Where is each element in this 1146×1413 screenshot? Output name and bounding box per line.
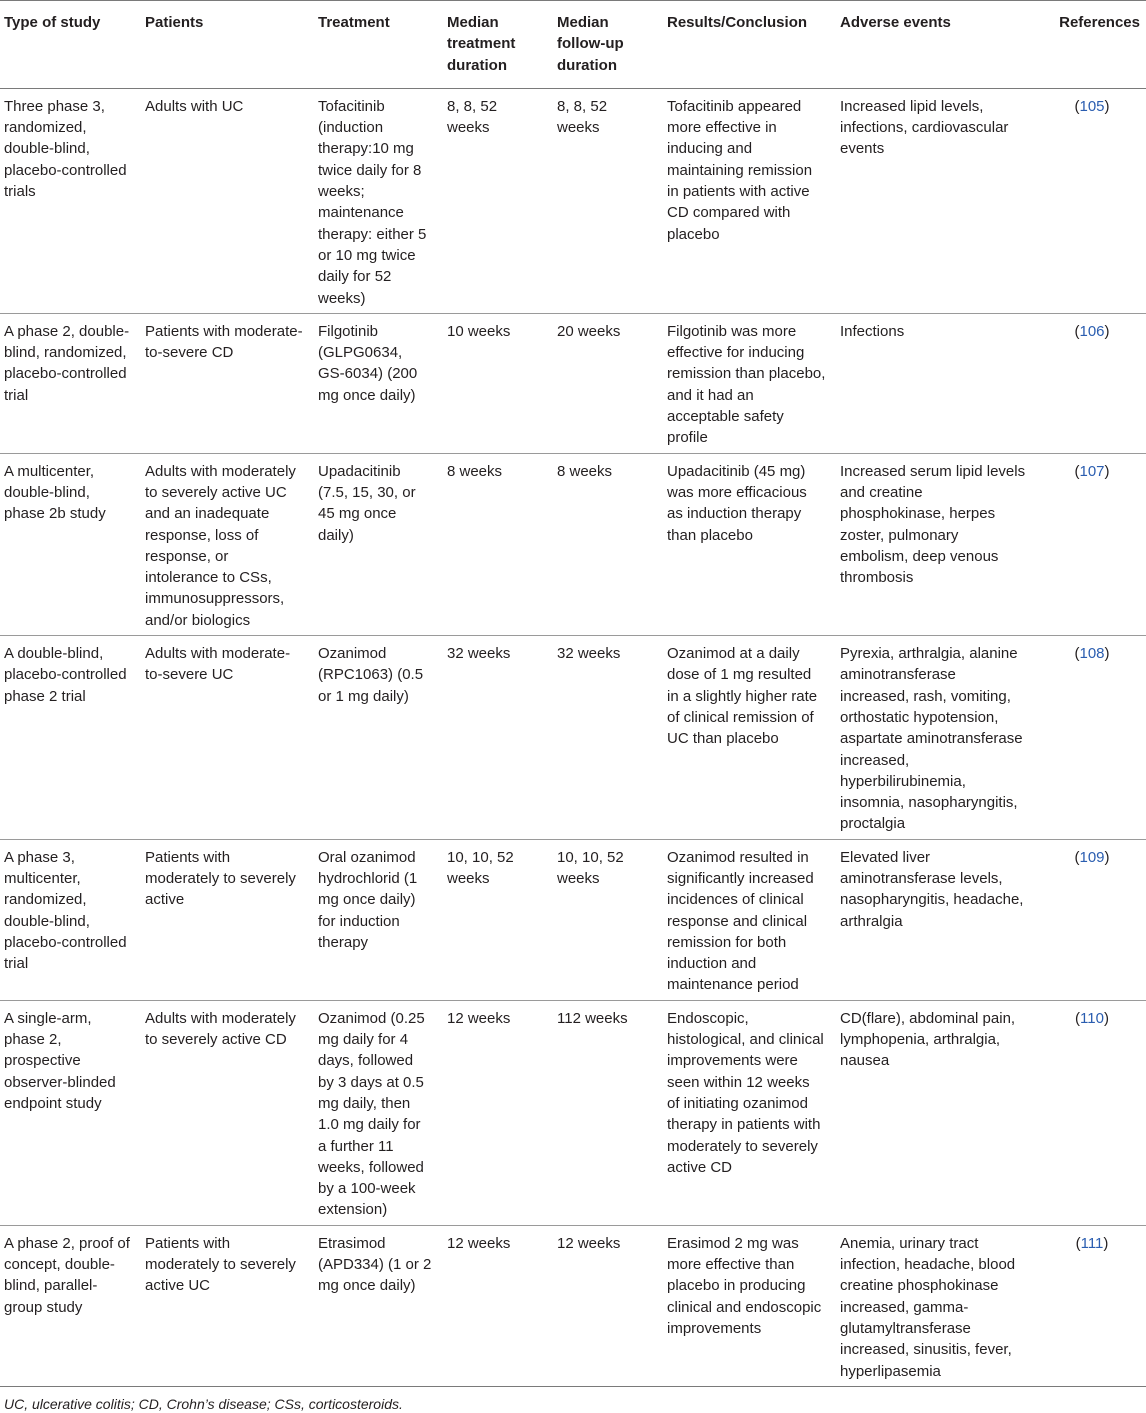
cell-adverse-events: Infections [840,322,905,340]
cell-treatment-duration: 12 weeks [447,1009,511,1027]
header-median-treatment-duration: Median treatment duration [447,14,516,74]
cell-follow-up-duration: 8, 8, 52 weeks [557,97,608,137]
cell-patients: Adults with UC [145,97,244,115]
cell-reference: (108) [1074,645,1110,663]
table-row [0,839,1146,1000]
cell-patients: Adults with moderate-to-severe UC [145,645,291,684]
cell-type-of-study: A double-blind, placebo-controlled phase 2 trial [4,645,127,705]
cell-adverse-events: Elevated liver aminotransferase levels, nasopharyngitis, headache, arthralgia [840,848,1024,930]
cell-results: Erasimod 2 mg was more effective than placebo in producing clinical and endoscopic improvements [667,1234,822,1337]
cell-follow-up-duration: 10, 10, 52 weeks [557,848,624,887]
cell-adverse-events: Increased lipid levels, infections, cardiovascular events [840,97,1009,158]
table-body [0,88,1146,1386]
cell-type-of-study: A multicenter, double-blind, phase 2b study [4,462,106,523]
cell-treatment: Upadacitinib (7.5, 15, 30, or 45 mg once daily) [318,462,416,544]
cell-results: Tofacitinib appeared more effective in inducing and maintaining remission in patients with active CD compared with placebo [667,97,813,243]
table-row [0,88,1146,313]
cell-type-of-study: A phase 2, double-blind, randomized, placebo-controlled trial [4,322,130,404]
cell-patients: Patients with moderately to severely active [145,848,296,909]
table-row [0,1000,1146,1225]
cell-treatment-duration: 10 weeks [447,322,511,340]
cell-reference: (111) [1075,1234,1109,1252]
cell-patients: Adults with moderately to severely active CD [145,1009,296,1049]
cell-follow-up-duration: 112 weeks [557,1009,628,1027]
cell-results: Upadacitinib (45 mg) was more efficacious as induction therapy than placebo [667,462,807,544]
cell-patients: Adults with moderately to severely active UC and an inadequate response, loss of response, or intolerance to CSs, immunosuppressors, and/or biologics [145,462,296,629]
cell-follow-up-duration: 12 weeks [557,1234,621,1252]
header-median-follow-up-duration: Median follow-up duration [557,14,624,74]
cell-results: Endoscopic, histological, and clinical improvements were seen within 12 weeks of initiating ozanimod therapy in patients with moderately to severely active CD [667,1009,824,1176]
header-treatment: Treatment [318,14,390,31]
table-row [0,1225,1146,1386]
cell-treatment-duration: 8, 8, 52 weeks [447,97,498,137]
cell-treatment: Tofacitinib (induction therapy:10 mg twice daily for 8 weeks; maintenance therapy: either 5 or 10 mg twice daily for 52 weeks) [318,97,427,307]
cell-adverse-events: Anemia, urinary tract infection, headache, blood creatine phosphokinase increased, gamma-glutamyltransferase increased, sinusitis, fever, hyperlipasemia [840,1234,1016,1380]
cell-adverse-events: CD(flare), abdominal pain, lymphopenia, arthralgia, nausea [840,1009,1016,1070]
cell-adverse-events: Increased serum lipid levels and creatine phosphokinase, herpes zoster, pulmonary embolism, deep venous thrombosis [840,462,1026,587]
cell-treatment: Filgotinib (GLPG0634, GS-6034) (200 mg once daily) [318,322,418,404]
reference-link[interactable]: 105 [1079,97,1105,115]
header-patients: Patients [145,14,204,31]
header-adverse-events: Adverse events [840,14,951,31]
cell-follow-up-duration: 8 weeks [557,462,613,480]
cell-treatment-duration: 12 weeks [447,1234,511,1252]
cell-reference: (110) [1075,1009,1109,1027]
cell-follow-up-duration: 32 weeks [557,645,621,663]
cell-type-of-study: A single-arm, phase 2, prospective observer-blinded endpoint study [4,1009,116,1112]
cell-treatment: Oral ozanimod hydrochlorid (1 mg once daily) for induction therapy [318,848,418,951]
header-references: References [1059,14,1140,31]
cell-adverse-events: Pyrexia, arthralgia, alanine aminotransferase increased, rash, vomiting, orthostatic hypotension, aspartate aminotransferase increased, hyperbilirubinemia, insomnia, nasopharyngitis, proctalgia [840,645,1023,833]
cell-patients: Patients with moderately to severely active UC [145,1234,296,1295]
cell-reference: (107) [1074,462,1110,480]
reference-link[interactable]: 111 [1080,1234,1104,1252]
cell-treatment-duration: 10, 10, 52 weeks [447,848,514,887]
cell-results: Filgotinib was more effective for inducing remission than placebo, and it had an acceptable safety profile [667,322,826,447]
reference-link[interactable]: 109 [1079,848,1105,866]
table-header-row [0,1,1146,89]
header-results-conclusion: Results/Conclusion [667,14,808,31]
cell-patients: Patients with moderate-to-severe CD [145,322,303,362]
cell-treatment: Etrasimod (APD334) (1 or 2 mg once daily) [318,1234,432,1295]
header-type-of-study: Type of study [4,14,101,31]
cell-reference: (109) [1074,848,1110,866]
cell-reference: (105) [1074,97,1110,115]
reference-link[interactable]: 107 [1079,462,1105,480]
cell-treatment: Ozanimod (RPC1063) (0.5 or 1 mg daily) [318,645,424,705]
table-row [0,453,1146,635]
cell-type-of-study: A phase 3, multicenter, randomized, double-blind, placebo-controlled trial [4,848,127,973]
cell-treatment-duration: 8 weeks [447,462,503,480]
table-row [0,313,1146,453]
cell-type-of-study: A phase 2, proof of concept, double-blind, parallel-group study [4,1234,130,1316]
reference-link[interactable]: 106 [1079,322,1105,340]
cell-treatment: Ozanimod (0.25 mg daily for 4 days, followed by 3 days at 0.5 mg daily, then 1.0 mg daily for a further 11 weeks, followed by a 100-week extension) [318,1009,425,1219]
cell-results: Ozanimod at a daily dose of 1 mg resulted in a slightly higher rate of clinical remission of UC than placebo [667,645,818,748]
reference-link[interactable]: 110 [1080,1009,1104,1027]
table-footnote: UC, ulcerative colitis; CD, Crohn’s disease; CSs, corticosteroids. [4,1395,403,1412]
cell-results: Ozanimod resulted in significantly increased incidences of clinical response and clinical remission for both induction and maintenance period [667,848,814,994]
cell-type-of-study: Three phase 3, randomized, double-blind, placebo-controlled trials [4,97,127,201]
cell-treatment-duration: 32 weeks [447,645,511,663]
cell-reference: (106) [1074,322,1110,340]
cell-follow-up-duration: 20 weeks [557,322,621,340]
table-row [0,636,1146,840]
reference-link[interactable]: 108 [1079,645,1105,663]
